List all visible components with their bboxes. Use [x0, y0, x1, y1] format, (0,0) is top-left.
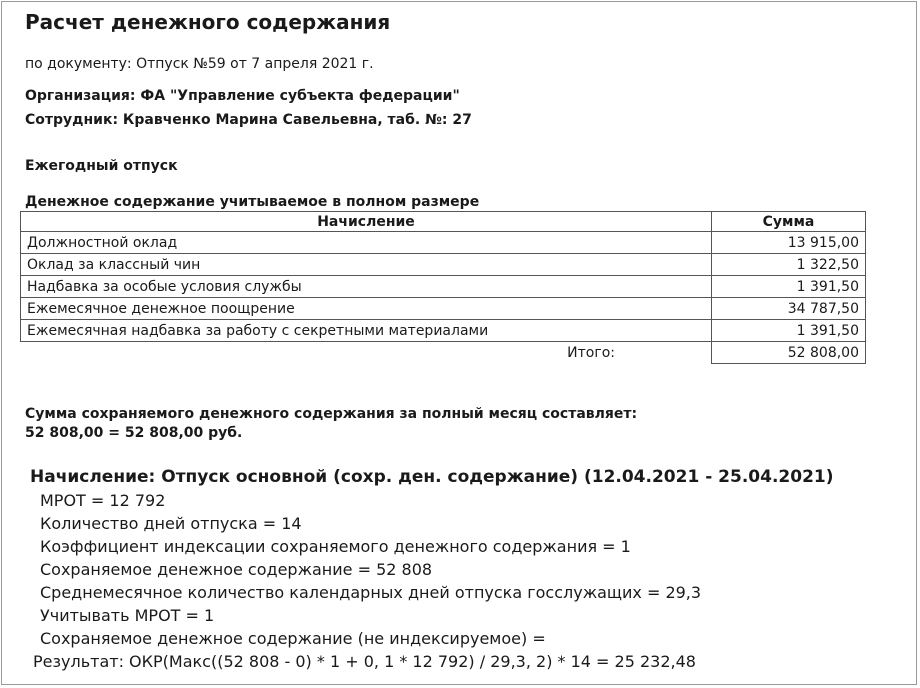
row-name: Оклад за классный чин — [21, 254, 712, 276]
param-line: Количество дней отпуска = 14 — [40, 514, 302, 533]
table-row — [21, 276, 866, 298]
table-caption: Денежное содержание учитываемое в полном размере — [25, 194, 480, 210]
table-header-row — [21, 212, 866, 232]
table-row — [21, 298, 866, 320]
summary-value: 52 808,00 = 52 808,00 руб. — [25, 425, 243, 441]
calculation-title: Начисление: Отпуск основной (сохр. ден. содержание) (12.04.2021 - 25.04.2021) — [30, 467, 834, 487]
accruals-table — [20, 211, 866, 364]
row-name: Должностной оклад — [21, 232, 712, 254]
document-reference: по документу: Отпуск №59 от 7 апреля 2021 г. — [25, 56, 374, 72]
param-line: МРОТ = 12 792 — [40, 491, 166, 510]
page-title: Расчет денежного содержания — [25, 10, 391, 34]
column-header-amount: Сумма — [712, 212, 866, 232]
row-amount: 1 391,50 — [712, 320, 866, 342]
employee-line: Сотрудник: Кравченко Марина Савельевна, таб. №: 27 — [25, 112, 472, 128]
column-header-accrual: Начисление — [21, 212, 712, 232]
param-line: Сохраняемое денежное содержание (не индексируемое) = — [40, 629, 546, 648]
row-amount: 34 787,50 — [712, 298, 866, 320]
total-label: Итого: — [567, 344, 615, 361]
param-line: Среднемесячное количество календарных дней отпуска госслужащих = 29,3 — [40, 583, 702, 602]
total-row — [21, 342, 866, 364]
param-line: Учитывать МРОТ = 1 — [40, 606, 215, 625]
table-row — [21, 320, 866, 342]
row-name: Ежемесячное денежное поощрение — [21, 298, 712, 320]
row-amount: 1 322,50 — [712, 254, 866, 276]
row-name: Надбавка за особые условия службы — [21, 276, 712, 298]
total-amount: 52 808,00 — [712, 342, 866, 364]
row-amount: 13 915,00 — [712, 232, 866, 254]
organization-line: Организация: ФА "Управление субъекта федерации" — [25, 88, 460, 104]
table-row — [21, 232, 866, 254]
vacation-type: Ежегодный отпуск — [25, 158, 178, 174]
row-name: Ежемесячная надбавка за работу с секретными материалами — [21, 320, 712, 342]
summary-text: Сумма сохраняемого денежного содержания за полный месяц составляет: — [25, 406, 638, 422]
param-line: Коэффициент индексации сохраняемого денежного содержания = 1 — [40, 537, 631, 556]
param-line: Сохраняемое денежное содержание = 52 808 — [40, 560, 433, 579]
table-row — [21, 254, 866, 276]
row-amount: 1 391,50 — [712, 276, 866, 298]
calculation-result: Результат: ОКР(Макс((52 808 - 0) * 1 + 0, 1 * 12 792) / 29,3, 2) * 14 = 25 232,48 — [33, 652, 696, 671]
calculation-params — [40, 489, 701, 650]
